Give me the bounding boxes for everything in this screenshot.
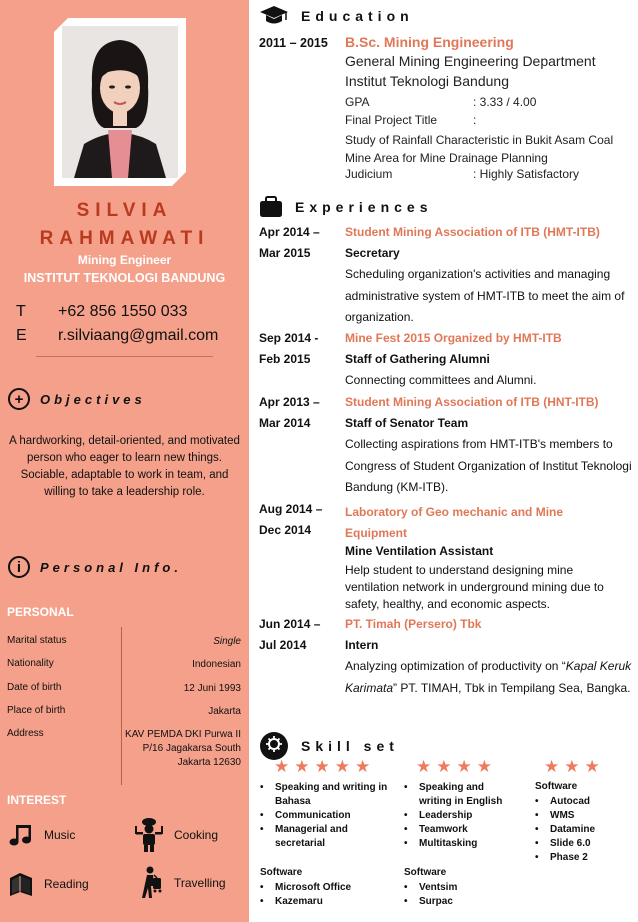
list-item: • Communication [260, 809, 390, 823]
list-item: • Surpac [404, 895, 514, 909]
skill-col2-software-list [404, 881, 514, 909]
skill-col1-software-list [260, 881, 390, 909]
exp-1-date-end: Mar 2015 [259, 246, 311, 260]
books-icon [8, 870, 34, 898]
interest-label: Cooking [174, 828, 219, 842]
profile-photo [62, 26, 178, 178]
skill-col3-software-label: Software [535, 781, 578, 792]
skill-col3-rating: ★★★ [544, 757, 605, 776]
education-project-title: Study of Rainfall Characteristic in Bukit Asam Coal Mine Area for Mine Drainage Planning [345, 133, 614, 165]
music-note-icon [8, 822, 34, 848]
objectives-text: A hardworking, detail-oriented, and motivated person who eager to learn new things. Sociable, adaptable to work in team, and willing to take a leadership role. [9, 435, 240, 498]
skill-col2-rating: ★★★★ [416, 757, 497, 776]
exp-3-description: Collecting aspirations from HMT-ITB's members to Congress of Student Organization of Institut Teknologi Bandung (KM-ITB). [345, 437, 632, 494]
last-name: RAHMAWATI [39, 228, 210, 249]
exp-2-date-start: Sep 2014 - [259, 331, 319, 345]
gpa-label: GPA [345, 95, 370, 109]
exp-5-role: Intern [345, 638, 379, 652]
chef-icon [134, 818, 164, 852]
list-item: • WMS [535, 809, 635, 823]
experiences-title: Experiences [295, 199, 433, 215]
personal-info-title: Personal Info. [40, 559, 182, 575]
interest-label: Reading [44, 877, 89, 891]
exp-5-desc-italic: Kapal Keruk Karimata [345, 659, 632, 695]
exp-5-description [345, 656, 633, 699]
list-item: • Slide 6.0 [535, 837, 635, 851]
skill-col2-software-label: Software [404, 867, 447, 878]
interest-reading [8, 870, 89, 898]
education-degree: B.Sc. Mining Engineering [345, 34, 514, 50]
education-title: Education [301, 8, 414, 24]
exp-3-date-start: Apr 2013 – [259, 395, 320, 409]
briefcase-icon [259, 196, 283, 218]
exp-1-role: Secretary [345, 246, 400, 260]
exp-1-date-start: Apr 2014 – [259, 225, 320, 239]
exp-4-description: Help student to understand designing mine ventilation network in underground mining due to safety, healthy, and economic aspects. [345, 563, 604, 611]
list-item: • Kazemaru [260, 895, 390, 909]
skill-col1-software-label: Software [260, 867, 303, 878]
judicium-label: Judicium [345, 167, 393, 181]
personal-info-heading [8, 556, 182, 578]
education-date: 2011 – 2015 [259, 36, 328, 50]
email-label: E [16, 327, 27, 344]
exp-2-organization: Mine Fest 2015 Organized by HMT-ITB [345, 331, 562, 345]
experiences-heading [259, 196, 433, 218]
skills-title: Skill set [301, 738, 399, 754]
personal-value: Indonesian [192, 659, 241, 670]
info-circle-icon: i [8, 556, 30, 578]
interest-label: Music [44, 828, 76, 842]
plus-circle-icon: + [8, 388, 30, 410]
exp-3-organization: Student Mining Association of ITB (HNT-ITB) [345, 395, 599, 409]
personal-value: 12 Juni 1993 [183, 683, 241, 694]
traveller-icon [134, 866, 164, 900]
sidebar [0, 0, 249, 922]
personal-label: Nationality [7, 658, 54, 669]
objectives-title: Objectives [40, 391, 146, 407]
list-item: • Speaking and writing in Bahasa [260, 781, 390, 809]
exp-3-role: Staff of Senator Team [345, 416, 469, 430]
education-institute: Institut Teknologi Bandung [345, 73, 509, 89]
list-item: • Ventsim [404, 881, 514, 895]
list-item: • Phase 2 [535, 851, 635, 865]
phone-label: T [16, 303, 26, 320]
final-project-colon: : [473, 113, 477, 127]
institution: INSTITUT TEKNOLOGI BANDUNG [23, 271, 226, 285]
education-judicium [345, 167, 579, 181]
judicium-value: : Highly Satisfactory [473, 167, 580, 181]
phone-number[interactable]: +62 856 1550 033 [58, 303, 188, 320]
exp-5-desc-pre: Analyzing optimization of productivity on “ [345, 659, 566, 673]
skill-col3-software-list [535, 795, 635, 865]
final-project-label: Final Project Title [345, 113, 438, 127]
graduation-cap-icon [259, 5, 289, 27]
interest-cooking [134, 818, 218, 852]
interest-travelling [134, 866, 226, 900]
personal-label: Address [7, 728, 44, 739]
profile-photo-frame [54, 18, 186, 186]
personal-value: Jakarta [208, 706, 241, 717]
exp-4-date-start: Aug 2014 – [259, 502, 323, 516]
exp-4-role: Mine Ventilation Assistant [345, 544, 494, 558]
exp-2-role: Staff of Gathering Alumni [345, 352, 490, 366]
skill-col1-list [260, 781, 390, 851]
interest-label: Travelling [174, 876, 226, 890]
first-name: SILVIA [76, 200, 173, 221]
list-item: • Leadership [404, 809, 514, 823]
exp-1-organization: Student Mining Association of ITB (HMT-ITB) [345, 225, 600, 239]
list-item: • Multitasking [404, 837, 514, 851]
sidebar-divider [36, 356, 213, 357]
skill-col1-rating: ★★★★★ [274, 757, 376, 776]
exp-2-description: Connecting committees and Alumni. [345, 373, 537, 387]
interest-subheading: INTEREST [7, 793, 67, 807]
gpa-value: : 3.33 / 4.00 [473, 95, 537, 109]
list-item: • Speaking and writing in English [404, 781, 514, 809]
list-item: • Autocad [535, 795, 635, 809]
personal-value: KAV PEMDA DKI Purwa II P/16 Jagakarsa South Jakarta 12630 [125, 729, 241, 768]
exp-5-date-end: Jul 2014 [259, 638, 307, 652]
personal-label: Marital status [7, 635, 67, 646]
exp-5-date-start: Jun 2014 – [259, 617, 321, 631]
exp-1-description: Scheduling organization's activities and managing administrative system of HMT-ITB to meet the aim of organization. [345, 267, 625, 324]
email-address[interactable]: r.silviaang@gmail.com [58, 327, 219, 344]
education-gpa [345, 95, 536, 109]
interest-music [8, 822, 75, 848]
exp-3-date-end: Mar 2014 [259, 416, 311, 430]
contact-email [16, 327, 246, 345]
exp-4-organization: Laboratory of Geo mechanic and Mine Equipment [345, 505, 564, 540]
exp-5-organization: PT. Timah (Persero) Tbk [345, 617, 482, 631]
list-item: • Datamine [535, 823, 635, 837]
personal-subheading: PERSONAL [7, 605, 74, 619]
personal-label: Date of birth [7, 682, 62, 693]
education-department: General Mining Engineering Department [345, 53, 596, 69]
exp-2-date-end: Feb 2015 [259, 352, 311, 366]
personal-value: Single [213, 636, 241, 647]
job-title: Mining Engineer [77, 253, 172, 267]
objectives-heading [8, 388, 146, 410]
contact-phone [16, 303, 246, 321]
personal-label: Place of birth [7, 705, 66, 716]
exp-4-date-end: Dec 2014 [259, 523, 312, 537]
skill-col2-list [404, 781, 514, 851]
list-item: • Managerial and secretarial [260, 823, 390, 851]
list-item: • Microsoft Office [260, 881, 390, 895]
education-final-project [345, 113, 476, 127]
education-heading [259, 5, 414, 27]
list-item: • Teamwork [404, 823, 514, 837]
exp-5-desc-post: ” PT. TIMAH, Tbk in Tempilang Sea, Bangka. [393, 680, 631, 695]
